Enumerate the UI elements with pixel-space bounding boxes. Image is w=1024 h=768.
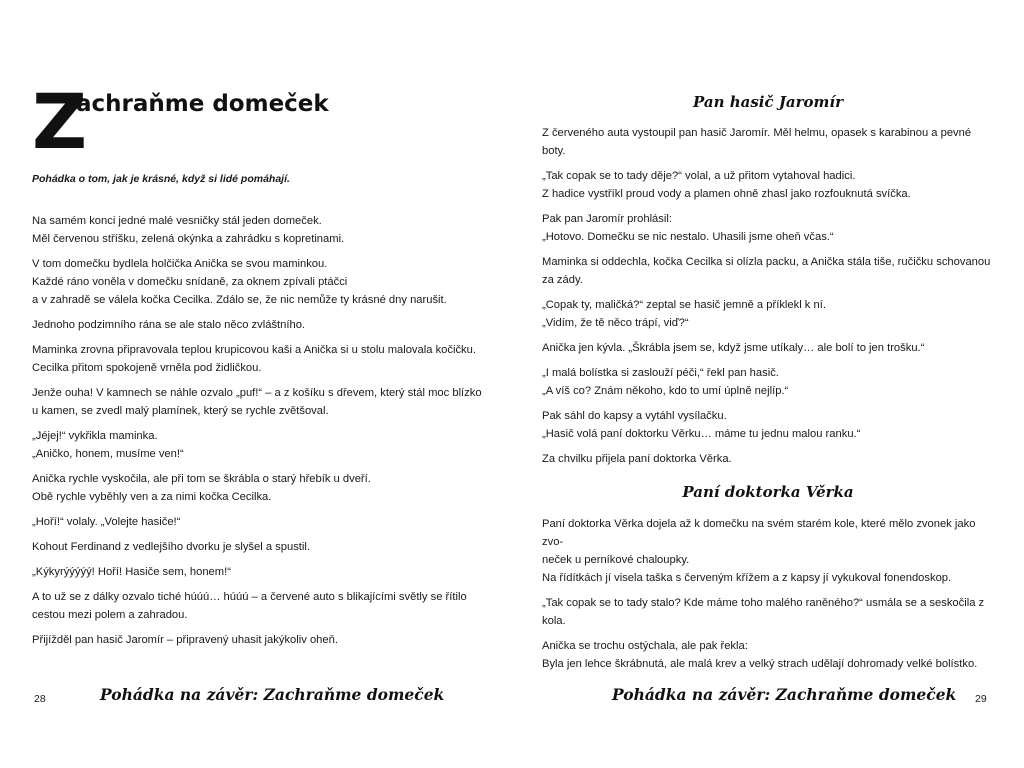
- story-subtitle: Pohádka o tom, jak je krásné, když si lidé pomáhají.: [32, 173, 290, 185]
- page-number: 29: [975, 693, 987, 705]
- paragraph: Kohout Ferdinand z vedlejšího dvorku je slyšel a spustil.: [32, 541, 310, 553]
- paragraph: Pak sáhl do kapsy a vytáhl vysílačku. „Hasič volá paní doktorku Věrku… máme tu jednu malou ranku.“: [542, 410, 861, 440]
- paragraph: Na samém konci jedné malé vesničky stál jeden domeček. Měl červenou stříšku, zelená okýnka a zahrádku s kopretinami.: [32, 215, 345, 245]
- paragraph: „Kýkyrýýýýý! Hoří! Hasiče sem, honem!“: [32, 566, 231, 578]
- paragraph: Paní doktorka Věrka dojela až k domečku na svém starém kole, které mělo zvonek jako zvo- neček u perníkové chaloupky. Na řídítkách jí visela taška s červeným křížem a z kapsy jí vykukoval fonendoskop.: [542, 518, 976, 584]
- paragraph: „Tak copak se to tady děje?“ volal, a už přitom vytahoval hadici. Z hadice vystříkl proud vody a plamen ohně zhasl jako rozfouknutá svíčka.: [542, 170, 911, 200]
- section-heading-verka: Paní doktorka Věrka: [682, 483, 854, 501]
- title-text: achraňme domeček: [76, 91, 329, 117]
- paragraph: Anička se trochu ostýchala, ale pak řekla: Byla jen lehce škrábnutá, ale malá krev a velký strach udělají dohromady velké bolístko.: [542, 640, 978, 670]
- paragraph: Z červeného auta vystoupil pan hasič Jaromír. Měl helmu, opasek s karabinou a pevné boty.: [542, 127, 972, 157]
- right-page: [512, 0, 1024, 768]
- paragraph: Za chvilku přijela paní doktorka Věrka.: [542, 453, 732, 465]
- paragraph: Anička rychle vyskočila, ale při tom se škrábla o starý hřebík u dveří. Obě rychle vyběhly ven a za nimi kočka Cecilka.: [32, 473, 371, 503]
- paragraph: Jenže ouha! V kamnech se náhle ozvalo „puf!“ – a z košíku s dřevem, který stál moc blízko u kamen, se zvedl malý plamínek, který se rychle zvětšoval.: [32, 387, 482, 417]
- paragraph: Maminka si oddechla, kočka Cecilka si olízla packu, a Anička stála tiše, ručičku schovanou za zády.: [542, 256, 991, 286]
- paragraph: Maminka zrovna připravovala teplou krupicovou kaši a Anička si u stolu malovala kočičku. Cecilka přitom spokojeně vrněla pod židličkou.: [32, 344, 476, 374]
- paragraph: „I malá bolístka si zaslouží péči,“ řekl pan hasič. „A víš co? Znám někoho, kdo to umí úplně nejlíp.“: [542, 367, 789, 397]
- section-text-jaromir: [542, 124, 994, 475]
- section-heading-jaromir: Pan hasič Jaromír: [692, 93, 844, 111]
- paragraph: Přijížděl pan hasič Jaromír – připravený uhasit jakýkoliv oheň.: [32, 634, 338, 646]
- paragraph: Jednoho podzimního rána se ale stalo něco zvláštního.: [32, 319, 306, 331]
- footer-title: Pohádka na závěr: Zachraňme domeček: [612, 685, 957, 704]
- paragraph: „Hoří!“ volaly. „Volejte hasiče!“: [32, 516, 181, 528]
- left-body-text: [32, 212, 484, 656]
- paragraph: Anička jen kývla. „Škrábla jsem se, když jsme utíkaly… ale bolí to jen trošku.“: [542, 342, 925, 354]
- title-drop-cap: Z: [32, 77, 88, 166]
- footer-title: Pohádka na závěr: Zachraňme domeček: [100, 685, 445, 704]
- paragraph: Pak pan Jaromír prohlásil: „Hotovo. Domečku se nic nestalo. Uhasili jsme oheň včas.“: [542, 213, 834, 243]
- section-text-verka: [542, 515, 994, 680]
- paragraph: V tom domečku bydlela holčička Anička se svou maminkou. Každé ráno voněla v domečku snídaně, za oknem zpívali ptáčci a v zahradě se válela kočka Cecilka. Zdálo se, že nic nemůže ty krásné dny narušit.: [32, 258, 447, 306]
- paragraph: „Jéjej!“ vykřikla maminka. „Aničko, honem, musíme ven!“: [32, 430, 184, 460]
- paragraph: „Copak ty, maličká?“ zeptal se hasič jemně a příklekl k ní. „Vidím, že tě něco trápí, viď?“: [542, 299, 826, 329]
- paragraph: A to už se z dálky ozvalo tiché húúú… húúú – a červené auto s blikajícími světly se řítilo cestou mezi polem a zahradou.: [32, 591, 467, 621]
- page-number: 28: [34, 693, 46, 705]
- paragraph: „Tak copak se to tady stalo? Kde máme toho malého raněného?“ usmála se a seskočila z kola.: [542, 597, 985, 627]
